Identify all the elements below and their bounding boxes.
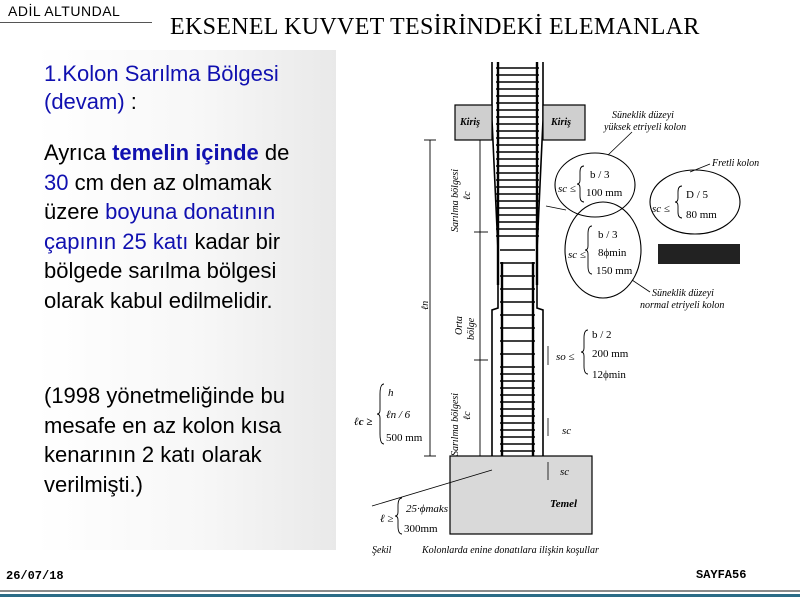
para1-part1: Ayrıca	[44, 140, 113, 165]
svg-text:Süneklik düzeyi: Süneklik düzeyi	[612, 110, 674, 121]
svg-text:100 mm: 100 mm	[586, 187, 623, 199]
author-name: ADİL ALTUNDAL	[8, 3, 121, 19]
zone-labels	[420, 169, 477, 456]
para1-part5: cm den az olmamak üzere	[44, 169, 272, 224]
section-subtitle	[44, 60, 304, 116]
svg-text:sc ≤: sc ≤	[558, 183, 576, 195]
svg-text:normal etriyeli kolon: normal etriyeli kolon	[640, 300, 725, 311]
svg-text:80 mm: 80 mm	[686, 209, 717, 221]
svg-text:ℓc ≥: ℓc ≥	[354, 416, 373, 428]
svg-text:sc: sc	[560, 466, 570, 478]
svg-text:Kolonlarda enine donatılara il: Kolonlarda enine donatılara ilişkin koşullar	[422, 545, 599, 556]
svg-text:so ≤: so ≤	[556, 351, 575, 363]
svg-text:Süneklik düzeyi: Süneklik düzeyi	[652, 288, 714, 299]
svg-text:300mm: 300mm	[404, 523, 438, 535]
svg-text:150 mm: 150 mm	[596, 265, 633, 277]
ductile-normal-group	[632, 280, 724, 311]
footer-band	[0, 594, 800, 597]
zone-bottom-label: Sarılma bölgesi	[450, 392, 461, 456]
footer-date: 26/07/18	[6, 569, 64, 583]
para1-part3: de	[258, 140, 290, 165]
paragraph-note: (1998 yönetmeliğinde bu mesafe en az kolon kısa kenarının 2 katı olarak verilmişti.)	[44, 383, 285, 497]
svg-text:sc ≤: sc ≤	[568, 249, 586, 261]
ln-label: ℓn	[420, 300, 431, 310]
svg-text:yüksek etriyeli kolon: yüksek etriyeli kolon	[604, 122, 687, 133]
svg-text:8ϕmin: 8ϕmin	[598, 247, 627, 259]
svg-text:12ϕmin: 12ϕmin	[592, 369, 626, 381]
para1-value-30: 30	[44, 169, 69, 195]
svg-text:sc: sc	[562, 425, 572, 437]
ductile-high-group	[603, 110, 686, 155]
paragraph-main	[44, 138, 314, 315]
zone-mid-label-1: Orta	[454, 316, 465, 335]
spiral-column-group	[650, 158, 759, 234]
figure-caption	[372, 545, 599, 556]
para1-emphasis-foundation: temelin içinde	[112, 140, 259, 165]
svg-text:h: h	[388, 387, 394, 399]
svg-text:Kiriş: Kiriş	[551, 117, 572, 128]
footer-page-number: SAYFA56	[696, 568, 747, 582]
svg-text:b / 3: b / 3	[598, 229, 618, 241]
dark-band	[658, 244, 740, 264]
svg-text:25·ϕmaks: 25·ϕmaks	[406, 503, 449, 515]
column-confinement-figure	[340, 60, 760, 560]
subtitle-colon: :	[124, 89, 137, 114]
zone-top-label: Sarılma bölgesi	[450, 168, 461, 232]
zone-mid-label-2: bölge	[466, 317, 477, 340]
beam-right	[543, 105, 585, 140]
svg-text:D / 5: D / 5	[686, 189, 708, 201]
lc-condition	[354, 384, 423, 444]
svg-text:ℓn / 6: ℓn / 6	[386, 409, 411, 421]
so-condition	[548, 329, 629, 381]
svg-text:Temel: Temel	[550, 498, 578, 510]
svg-text:b / 3: b / 3	[590, 169, 610, 181]
svg-text:Kiriş: Kiriş	[460, 117, 481, 128]
slide-title: EKSENEL KUVVET TESİRİNDEKİ ELEMANLAR	[170, 14, 700, 40]
para1-part7: kadar bir bölgede sarılma bölgesi olarak kabul edilmelidir.	[44, 228, 281, 313]
svg-text:ℓ ≥: ℓ ≥	[380, 513, 394, 525]
lc-bottom-label: ℓc	[462, 411, 473, 420]
beam-left	[455, 105, 492, 140]
lc-top-label: ℓc	[462, 191, 473, 200]
para1-emphasis-bar-diameter: boyuna donatının çapının 25 katı	[44, 199, 276, 254]
svg-text:Fretli kolon: Fretli kolon	[712, 158, 760, 169]
foundation-block	[450, 456, 592, 534]
svg-text:sc ≤: sc ≤	[652, 203, 670, 215]
subtitle-text: 1.Kolon Sarılma Bölgesi (devam)	[44, 61, 279, 114]
svg-text:b / 2: b / 2	[592, 329, 612, 341]
svg-text:500 mm: 500 mm	[386, 432, 423, 444]
svg-text:200 mm: 200 mm	[592, 348, 629, 360]
svg-text:Şekil: Şekil	[372, 545, 392, 556]
footer-divider	[0, 590, 800, 592]
circle-sc-150mm	[546, 202, 641, 298]
header-divider	[0, 22, 152, 23]
circle-sc-100mm	[555, 153, 635, 217]
